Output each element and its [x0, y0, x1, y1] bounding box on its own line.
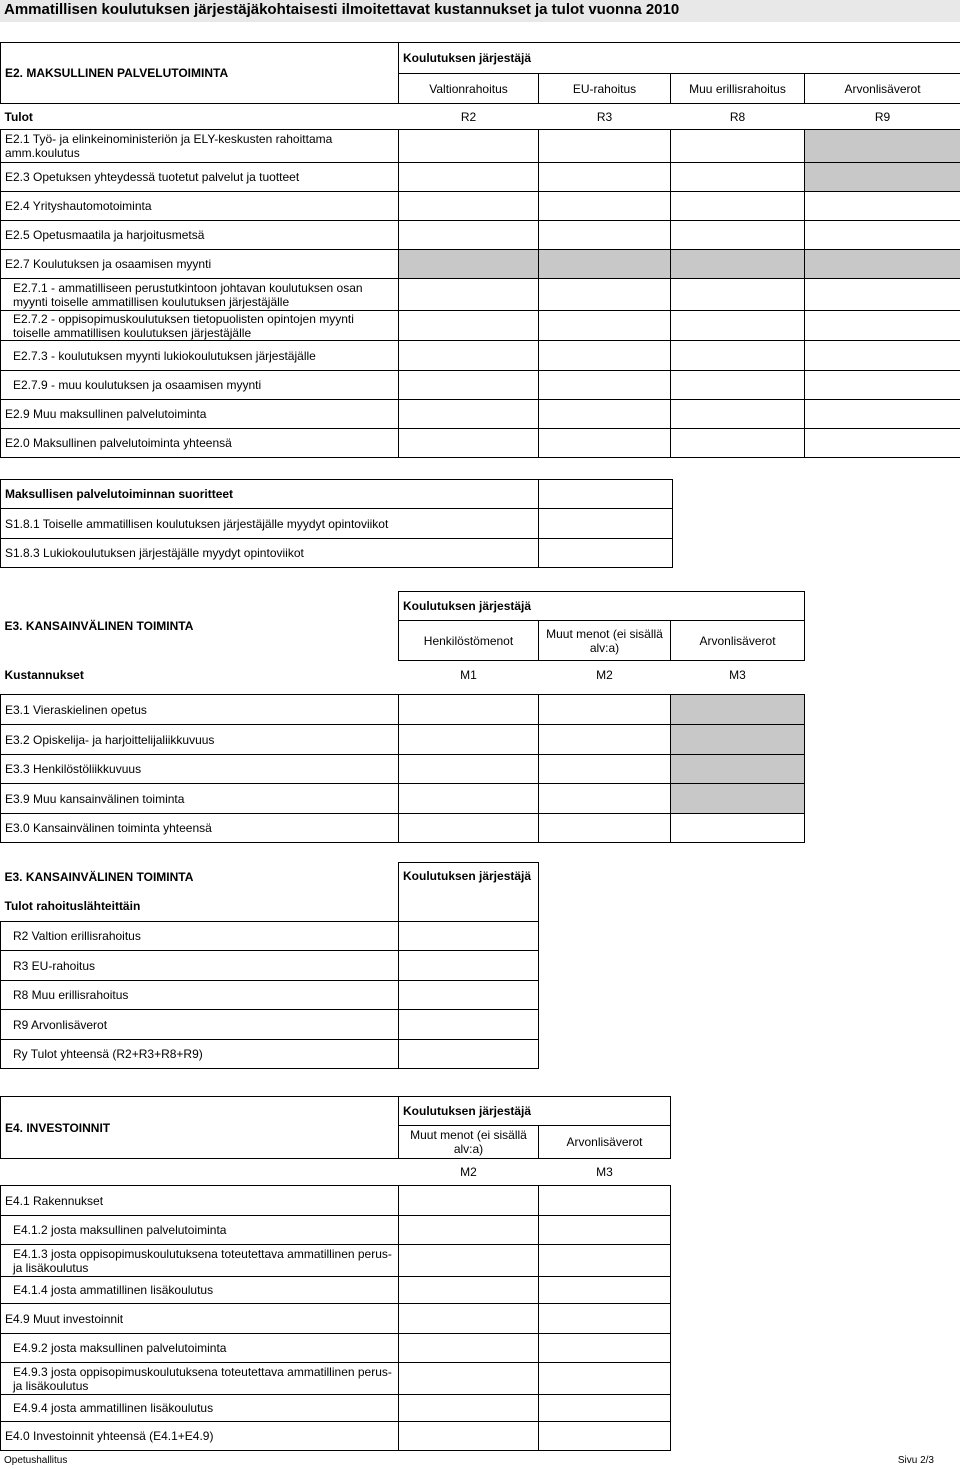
- row-label: E3.2 Opiskelija- ja harjoittelijaliikkuvuus: [1, 725, 399, 755]
- disabled-cell: [805, 130, 960, 163]
- input-cell[interactable]: [671, 341, 805, 371]
- row-label: R3 EU-rahoitus: [1, 951, 399, 981]
- page-title: Ammatillisen koulutuksen järjestäjäkohtaisesti ilmoitettavat kustannukset ja tulot vuonna 2010: [0, 0, 960, 22]
- input-cell[interactable]: [399, 1304, 539, 1334]
- table-row: [1, 1010, 539, 1040]
- input-cell[interactable]: [671, 371, 805, 400]
- row-label: E4.1 Rakennukset: [1, 1186, 399, 1216]
- table-row: [1, 1216, 671, 1245]
- table-row: [1, 1186, 671, 1216]
- input-cell[interactable]: [399, 695, 539, 725]
- table-row: [1, 400, 960, 429]
- input-cell[interactable]: [539, 192, 671, 221]
- row-label: E2.5 Opetusmaatila ja harjoitusmetsä: [1, 221, 399, 250]
- input-cell[interactable]: [399, 1395, 539, 1422]
- row-label: Ry Tulot yhteensä (R2+R3+R8+R9): [1, 1040, 399, 1069]
- disabled-cell: [671, 755, 805, 784]
- input-cell[interactable]: [399, 1334, 539, 1363]
- e3-section-label: Kustannukset: [4, 667, 84, 682]
- disabled-cell: [539, 250, 671, 279]
- table-row: [1, 1245, 671, 1277]
- table-row: [1, 429, 960, 458]
- input-cell[interactable]: [671, 311, 805, 341]
- table-row: [1, 1040, 539, 1069]
- input-cell[interactable]: [671, 163, 805, 192]
- row-label: E4.9 Muut investoinnit: [1, 1304, 399, 1334]
- input-cell[interactable]: [671, 400, 805, 429]
- e2-code-r3: R3: [596, 109, 613, 124]
- input-cell[interactable]: [399, 1277, 539, 1304]
- e3b-table: [0, 862, 539, 1069]
- table-row: [1, 341, 960, 371]
- table-row: [1, 163, 960, 192]
- row-label: E2.7.2 - oppisopimuskoulutuksen tietopuolisten opintojen myynti toiselle ammatillisen koulutuksen järjestäjälle: [1, 311, 399, 341]
- e2-col-eu-rahoitus: EU-rahoitus: [539, 74, 671, 104]
- input-cell[interactable]: [671, 221, 805, 250]
- input-cell[interactable]: [539, 539, 673, 568]
- table-row: [1, 981, 539, 1010]
- e2-code-r8: R8: [729, 109, 746, 124]
- input-cell[interactable]: [399, 1422, 539, 1451]
- e3-code-m1: M1: [460, 667, 477, 682]
- e3-code-m3: M3: [729, 667, 746, 682]
- input-cell[interactable]: [399, 279, 539, 311]
- row-label: R2 Valtion erillisrahoitus: [1, 922, 399, 951]
- e2-col-valtionrahoitus: Valtionrahoitus: [399, 74, 539, 104]
- input-cell[interactable]: [539, 755, 671, 784]
- disabled-cell: [671, 250, 805, 279]
- row-label: S1.8.3 Lukiokoulutuksen järjestäjälle myydyt opintoviikot: [1, 539, 539, 568]
- e2-col-muu-erillisrahoitus: Muu erillisrahoitus: [671, 74, 805, 104]
- input-cell[interactable]: [399, 784, 539, 814]
- table-row: [1, 695, 805, 725]
- table-row: [1, 1304, 671, 1334]
- input-cell[interactable]: [671, 429, 805, 458]
- table-row: [1, 814, 805, 843]
- input-cell[interactable]: [399, 725, 539, 755]
- e3b-title: E3. KANSAINVÄLINEN TOIMINTA: [4, 870, 194, 884]
- e4-table: [0, 1096, 671, 1451]
- e4-code-spacer: [1, 1159, 399, 1186]
- disabled-cell: [671, 725, 805, 755]
- input-cell[interactable]: [399, 755, 539, 784]
- input-cell[interactable]: [805, 400, 960, 429]
- e2-title: E2. MAKSULLINEN PALVELUTOIMINTA: [1, 43, 399, 104]
- table-row: [1, 311, 960, 341]
- row-label: E3.1 Vieraskielinen opetus: [1, 695, 399, 725]
- input-cell[interactable]: [539, 1186, 671, 1216]
- input-cell[interactable]: [539, 163, 671, 192]
- input-cell[interactable]: [539, 1245, 671, 1277]
- e2-section-label: Tulot: [4, 109, 33, 124]
- table-row: [1, 1334, 671, 1363]
- input-cell[interactable]: [671, 814, 805, 843]
- input-cell[interactable]: [399, 400, 539, 429]
- row-label: E2.7.3 - koulutuksen myynti lukiokoulutuksen järjestäjälle: [1, 341, 399, 371]
- input-cell[interactable]: [539, 814, 671, 843]
- e4-code-m2: M2: [460, 1165, 477, 1179]
- row-label: E3.9 Muu kansainvälinen toiminta: [1, 784, 399, 814]
- input-cell[interactable]: [399, 341, 539, 371]
- input-cell[interactable]: [539, 509, 673, 539]
- input-cell[interactable]: [399, 922, 539, 951]
- input-cell[interactable]: [539, 1334, 671, 1363]
- s1-header-cell: [539, 480, 673, 509]
- e3-code-m2: M2: [596, 667, 613, 682]
- input-cell[interactable]: [539, 725, 671, 755]
- input-cell[interactable]: [671, 130, 805, 163]
- table-row: [1, 509, 673, 539]
- row-label: E3.3 Henkilöstöliikkuvuus: [1, 755, 399, 784]
- e3-title: E3. KANSAINVÄLINEN TOIMINTA: [4, 619, 194, 633]
- table-row: [1, 951, 539, 981]
- e4-col-muut-menot: Muut menot (ei sisällä alv:a): [399, 1126, 539, 1159]
- input-cell[interactable]: [805, 311, 960, 341]
- row-label: S1.8.1 Toiselle ammatillisen koulutuksen järjestäjälle myydyt opintoviikot: [1, 509, 539, 539]
- row-label: E2.4 Yrityshautomotoiminta: [1, 192, 399, 221]
- table-row: [1, 1363, 671, 1395]
- input-cell[interactable]: [539, 429, 671, 458]
- e4-org-header: Koulutuksen järjestäjä: [399, 1097, 671, 1126]
- footer-page-number: Sivu 2/3: [897, 1455, 934, 1466]
- disabled-cell: [805, 163, 960, 192]
- input-cell[interactable]: [399, 1010, 539, 1040]
- e2-col-arvonlisaverot: Arvonlisäverot: [805, 74, 960, 104]
- e2-table: [0, 42, 960, 458]
- input-cell[interactable]: [399, 814, 539, 843]
- input-cell[interactable]: [399, 1186, 539, 1216]
- table-row: [1, 130, 960, 163]
- e3-org-header: Koulutuksen järjestäjä: [399, 592, 805, 621]
- input-cell[interactable]: [539, 341, 671, 371]
- input-cell[interactable]: [539, 784, 671, 814]
- input-cell[interactable]: [539, 695, 671, 725]
- table-row: [1, 1422, 671, 1451]
- e2-code-r9: R9: [874, 109, 891, 124]
- input-cell[interactable]: [399, 130, 539, 163]
- input-cell[interactable]: [399, 371, 539, 400]
- e4-code-m3: M3: [596, 1165, 613, 1179]
- input-cell[interactable]: [399, 1245, 539, 1277]
- input-cell[interactable]: [539, 221, 671, 250]
- disabled-cell: [805, 250, 960, 279]
- row-label: E2.7 Koulutuksen ja osaamisen myynti: [1, 250, 399, 279]
- input-cell[interactable]: [539, 1363, 671, 1395]
- e2-code-r2: R2: [460, 109, 477, 124]
- input-cell[interactable]: [539, 279, 671, 311]
- e3-col-arvonlisaverot: Arvonlisäverot: [671, 621, 805, 661]
- input-cell[interactable]: [539, 1304, 671, 1334]
- row-label: E4.1.4 josta ammatillinen lisäkoulutus: [1, 1277, 399, 1304]
- input-cell[interactable]: [539, 311, 671, 341]
- input-cell[interactable]: [399, 951, 539, 981]
- table-row: [1, 221, 960, 250]
- table-row: [1, 784, 805, 814]
- disabled-cell: [399, 250, 539, 279]
- input-cell[interactable]: [399, 1040, 539, 1069]
- row-label: E2.1 Työ- ja elinkeinoministeriön ja ELY-keskusten rahoittama amm.koulutus: [1, 130, 399, 163]
- e4-title: E4. INVESTOINNIT: [1, 1097, 399, 1159]
- input-cell[interactable]: [399, 311, 539, 341]
- row-label: E4.9.3 josta oppisopimuskoulutuksena toteutettava ammatillinen perus- ja lisäkoulutus: [1, 1363, 399, 1395]
- input-cell[interactable]: [805, 279, 960, 311]
- row-label: R8 Muu erillisrahoitus: [1, 981, 399, 1010]
- e3b-org-header: Koulutuksen järjestäjä: [399, 863, 539, 922]
- table-row: [1, 1395, 671, 1422]
- input-cell[interactable]: [539, 1277, 671, 1304]
- input-cell[interactable]: [539, 130, 671, 163]
- input-cell[interactable]: [399, 429, 539, 458]
- input-cell[interactable]: [399, 1216, 539, 1245]
- row-label: E2.3 Opetuksen yhteydessä tuotetut palvelut ja tuotteet: [1, 163, 399, 192]
- table-row: [1, 539, 673, 568]
- table-row: [1, 192, 960, 221]
- row-label: E4.0 Investoinnit yhteensä (E4.1+E4.9): [1, 1422, 399, 1451]
- e3-col-muut-menot: Muut menot (ei sisällä alv:a): [539, 621, 671, 661]
- table-row: [1, 922, 539, 951]
- input-cell[interactable]: [539, 1395, 671, 1422]
- row-label: E4.1.3 josta oppisopimuskoulutuksena toteutettava ammatillinen perus- ja lisäkoulutus: [1, 1245, 399, 1277]
- table-row: [1, 755, 805, 784]
- input-cell[interactable]: [805, 371, 960, 400]
- e4-col-arvonlisaverot: Arvonlisäverot: [539, 1126, 671, 1159]
- disabled-cell: [671, 784, 805, 814]
- row-label: E2.7.1 - ammatilliseen perustutkintoon johtavan koulutuksen osan myynti toiselle ammatillisen koulutuksen järjestäjälle: [1, 279, 399, 311]
- input-cell[interactable]: [539, 371, 671, 400]
- e3b-subtitle: Tulot rahoituslähteittäin: [4, 899, 141, 914]
- input-cell[interactable]: [399, 221, 539, 250]
- e2-org-header: Koulutuksen järjestäjä: [399, 43, 960, 74]
- input-cell[interactable]: [399, 192, 539, 221]
- row-label: E2.9 Muu maksullinen palvelutoiminta: [1, 400, 399, 429]
- input-cell[interactable]: [399, 981, 539, 1010]
- input-cell[interactable]: [671, 279, 805, 311]
- row-label: E3.0 Kansainvälinen toiminta yhteensä: [1, 814, 399, 843]
- input-cell[interactable]: [805, 341, 960, 371]
- footer-publisher: Opetushallitus: [4, 1455, 68, 1466]
- table-row: [1, 1277, 671, 1304]
- disabled-cell: [671, 695, 805, 725]
- row-label: E4.9.2 josta maksullinen palvelutoiminta: [1, 1334, 399, 1363]
- row-label: E2.0 Maksullinen palvelutoiminta yhteensä: [1, 429, 399, 458]
- s1-title: Maksullisen palvelutoiminnan suoritteet: [1, 480, 539, 509]
- input-cell[interactable]: [399, 1363, 539, 1395]
- table-row: [1, 371, 960, 400]
- input-cell[interactable]: [539, 400, 671, 429]
- input-cell[interactable]: [805, 429, 960, 458]
- row-label: E4.1.2 josta maksullinen palvelutoiminta: [1, 1216, 399, 1245]
- e3-table: [0, 591, 805, 843]
- table-row: [1, 250, 960, 279]
- table-row: [1, 279, 960, 311]
- table-row: [1, 725, 805, 755]
- input-cell[interactable]: [539, 1422, 671, 1451]
- input-cell[interactable]: [805, 192, 960, 221]
- row-label: R9 Arvonlisäverot: [1, 1010, 399, 1040]
- row-label: E4.9.4 josta ammatillinen lisäkoulutus: [1, 1395, 399, 1422]
- s1-table: [0, 479, 673, 568]
- row-label: E2.7.9 - muu koulutuksen ja osaamisen myynti: [1, 371, 399, 400]
- input-cell[interactable]: [399, 163, 539, 192]
- input-cell[interactable]: [671, 192, 805, 221]
- input-cell[interactable]: [805, 221, 960, 250]
- e3-col-henkilostomenot: Henkilöstömenot: [399, 621, 539, 661]
- input-cell[interactable]: [539, 1216, 671, 1245]
